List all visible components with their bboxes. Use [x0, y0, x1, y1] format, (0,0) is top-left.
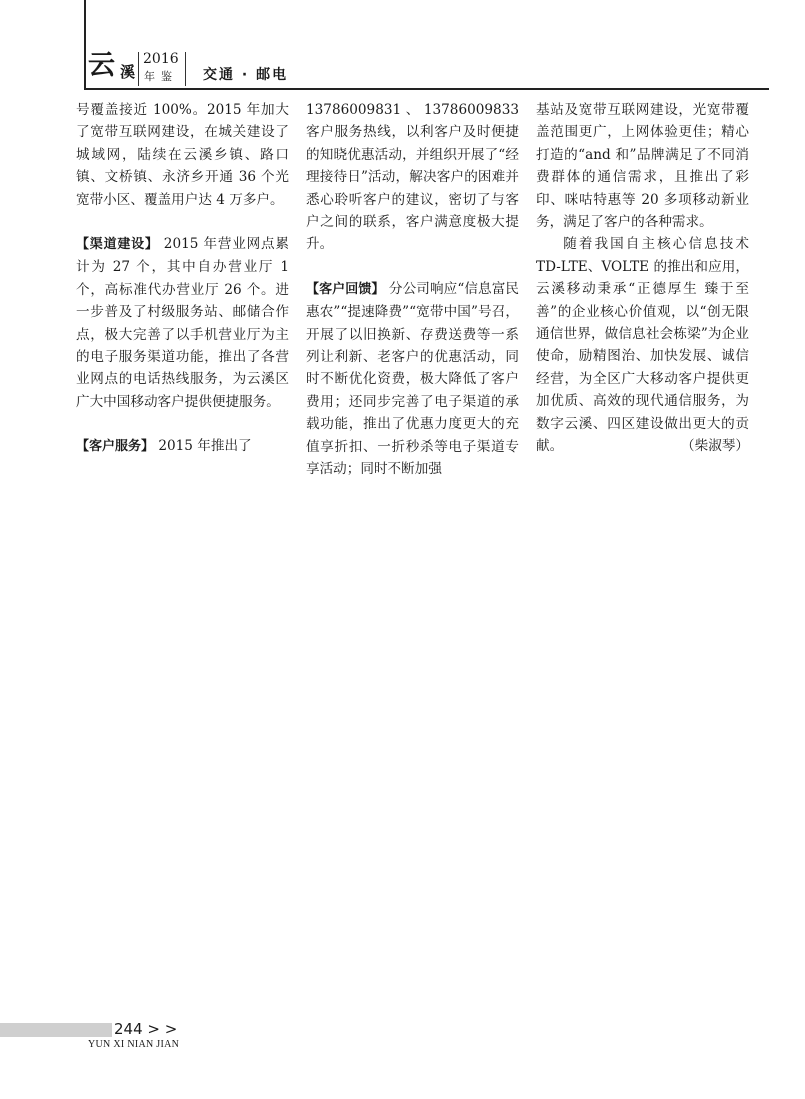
paragraph-text: 2015 年营业网点累计为 27 个，其中自办营业厅 1 个，高标准代办营业厅 26 个。进一步普及了村级服务站、邮储合作点，极大完善了以手机营业厅为主的电子服务渠道功能，推出了各营业网点的电话热线服务，为云溪区广大中国移动客户提供便捷服务。 [76, 236, 289, 410]
paragraph [306, 99, 519, 256]
header-yearbook-label: 年鉴 [144, 70, 178, 83]
page-arrows: > > [147, 1020, 178, 1038]
header-vertical-rule [84, 0, 86, 90]
paragraph-text: 2015 年推出了 [154, 438, 252, 455]
paragraph-text: 分公司响应“信息富民惠农”“提速降费”“宽带中国”号召，开展了以旧换新、存费送费等一系列让利新、老客户的优惠活动，同时不断优化资费，极大降低了客户费用；还同步完善了电子渠道的承载功能，推出了优惠力度更大的充值享折扣、一折秒杀等电子渠道专享活动；同时不断加强 [306, 280, 519, 478]
header-logo-xi: 溪 [120, 63, 136, 81]
header-separator [138, 52, 139, 86]
page-number [114, 1020, 177, 1038]
paragraph-customer-feedback [306, 278, 519, 481]
section-tag: 【客户服务】 [76, 439, 155, 455]
paragraph-text: 号覆盖接近 100%。2015 年加大了宽带互联网建设，在城关建设了城域网，陆续在云溪乡镇、路口镇、文桥镇、永济乡开通 36 个光宽带小区、覆盖用户达 4 万多户。 [76, 102, 289, 208]
header-logo-yun: 云 [88, 50, 116, 81]
paragraph-text: 13786009831、13786009833 客户服务热线，以利客户及时便捷的知晓优惠活动，并组织开展了“经理接待日”活动，解决客户的困难并悉心聆听客户的建议，密切了与客户之间的联系，客户满意度极大提升。 [306, 102, 519, 253]
paragraph-channel-construction [76, 233, 289, 413]
section-tag: 【客户回馈】 [306, 281, 385, 297]
section-tag: 【渠道建设】 [76, 237, 159, 253]
paragraph-customer-service [76, 435, 289, 458]
header-horizontal-rule [84, 88, 769, 90]
paragraph [76, 99, 289, 211]
header-year: 2016 [143, 51, 179, 67]
paragraph-text: 随着我国自主核心信息技术 TD-LTE、VOLTE 的推出和应用，云溪移动秉承“正德厚生 臻于至善”的企业核心价值观，以“创无限通信世界，做信息社会栋梁”为企业使命，励精图治、加快发展、诚信经营，为全区广大移动客户提供更加优质、高效的现代通信服务，为数字云溪、四区建设做出更大的贡献。 [536, 236, 749, 455]
paragraph [536, 99, 749, 233]
header-section-title: 交通 · 邮电 [203, 67, 289, 83]
author-credit: （柴淑琴） [681, 438, 749, 455]
paragraph-text: 基站及宽带互联网建设，光宽带覆盖范围更广，上网体验更佳；精心打造的“and 和”品牌满足了不同消费群体的通信需求，且推出了彩印、咪咕特惠等 20 多项移动新业务，满足了客户的各种需求。 [536, 102, 749, 231]
header-separator-2 [185, 52, 186, 86]
paragraph-conclusion [536, 233, 749, 457]
footer-book-name: YUN XI NIAN JIAN [88, 1039, 180, 1050]
text-column-3 [536, 99, 749, 458]
text-column-2 [306, 99, 519, 481]
text-column-1 [76, 99, 289, 459]
footer-grey-bar [0, 1023, 112, 1037]
page-number-value: 244 [114, 1020, 143, 1038]
